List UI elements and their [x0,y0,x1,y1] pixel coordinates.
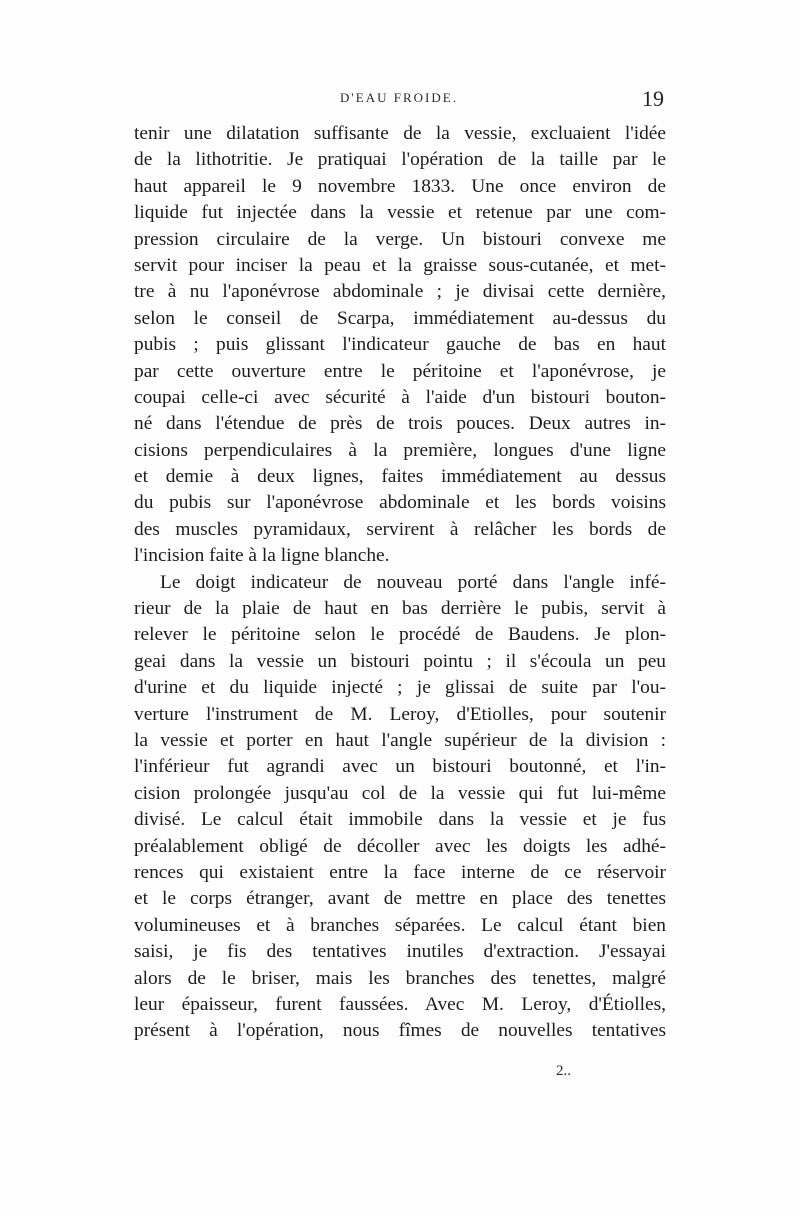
running-title: D'EAU FROIDE. [340,90,458,105]
text-line: d'urine et du liquide injecté ; je glissai de suite par l'ou- [134,677,666,699]
text-line: l'inférieur fut agrandi avec un bistouri boutonné, et l'in- [134,756,666,778]
paragraph-end-line: l'incision faite à la ligne blanche. [134,545,390,567]
text-line: volumineuses et à branches séparées. Le calcul étant bien [134,914,666,936]
text-line: tenir une dilatation suffisante de la vessie, excluaient l'idée [134,123,666,144]
text-line: la vessie et porter en haut l'angle supérieur de la division : [134,729,666,751]
text-line: et demie à deux lignes, faites immédiatement au dessus [134,466,666,488]
text-line: rieur de la plaie de haut en bas derrière le pubis, servit à [134,598,666,620]
text-line: coupai celle-ci avec sécurité à l'aide d'un bistouri bouton- [134,386,666,408]
text-line: présent à l'opération, nous fîmes de nouvelles tentatives [134,1020,666,1042]
text-line: par cette ouverture entre le péritoine et l'aponévrose, je [134,360,666,382]
paragraph-start-line: Le doigt indicateur de nouveau porté dans l'angle infé- [160,571,666,593]
text-line: servit pour inciser la peau et la graisse sous-cutanée, et met- [134,254,666,276]
page-number: 19 [642,86,664,111]
text-line: relever le péritoine selon le procédé de Baudens. Je plon- [134,624,666,646]
signature-mark: 2.. [556,1063,571,1079]
text-line: alors de le briser, mais les branches des tenettes, malgré [134,967,666,989]
text-line: préalablement obligé de décoller avec les doigts les adhé- [134,835,666,857]
body-text [134,121,666,1045]
text-line: du pubis sur l'aponévrose abdominale et les bords voisins [134,492,666,514]
text-line: cisions perpendiculaires à la première, longues d'une ligne [134,439,666,461]
text-line: pubis ; puis glissant l'indicateur gauche de bas en haut [134,334,666,356]
text-line: cision prolongée jusqu'au col de la vessie qui fut lui-même [134,782,666,804]
text-line: leur épaisseur, furent faussées. Avec M. Leroy, d'Étiolles, [134,993,666,1015]
text-line: rences qui existaient entre la face interne de ce réservoir [134,861,666,883]
text-line: selon le conseil de Scarpa, immédiatement au-dessus du [134,307,666,329]
text-line: de la lithotritie. Je pratiquai l'opération de la taille par le [134,149,666,171]
text-line: saisi, je fis des tentatives inutiles d'extraction. J'essayai [134,941,666,963]
text-line: geai dans la vessie un bistouri pointu ; il s'écoula un peu [134,650,666,672]
text-line: haut appareil le 9 novembre 1833. Une once environ de [134,175,666,197]
text-line: tre à nu l'aponévrose abdominale ; je divisai cette dernière, [134,281,666,303]
running-head [134,86,664,120]
text-line: et le corps étranger, avant de mettre en place des tenettes [134,888,666,910]
text-line: divisé. Le calcul était immobile dans la vessie et je fus [134,809,666,831]
text-line: né dans l'étendue de près de trois pouces. Deux autres in- [134,413,666,435]
text-line: verture l'instrument de M. Leroy, d'Etiolles, pour soutenir [134,703,666,725]
text-line: liquide fut injectée dans la vessie et retenue par une com- [134,202,666,224]
text-line: pression circulaire de la verge. Un bistouri convexe me [134,228,666,250]
text-line: des muscles pyramidaux, servirent à relâcher les bords de [134,518,666,540]
